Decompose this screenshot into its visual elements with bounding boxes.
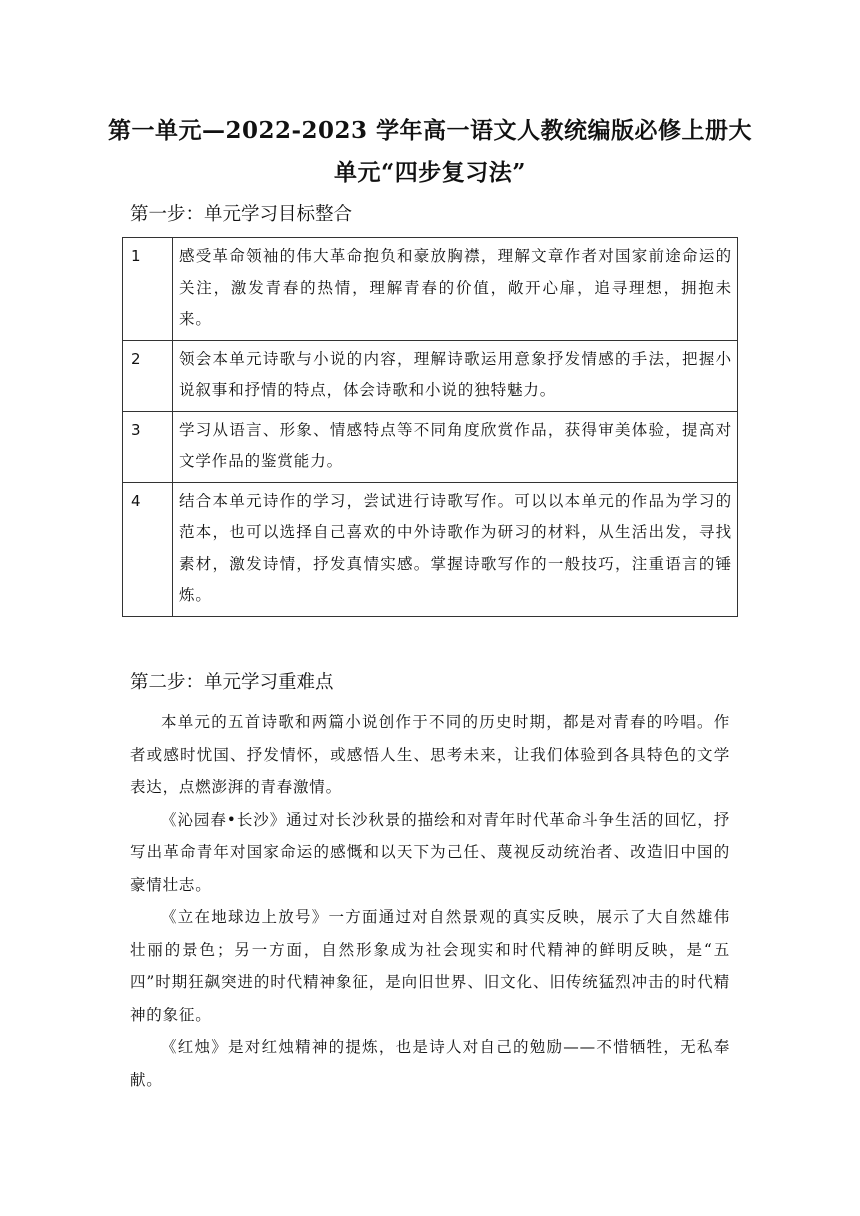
document-title-line-2: 单元“四步复习法” xyxy=(334,159,526,186)
goals-table xyxy=(122,237,738,617)
step1-heading: 第一步：单元学习目标整合 xyxy=(130,204,353,225)
body-paragraph: 本单元的五首诗歌和两篇小说创作于不同的历史时期，都是对青春的吟唱。作者或感时忧国、抒发情怀，或感悟人生、思考未来，让我们体验到各具特色的文学表达，点燃澎湃的青春激情。 xyxy=(130,713,730,796)
goal-text: 感受革命领袖的伟大革命抱负和豪放胸襟，理解文章作者对国家前途命运的关注，激发青春的热情，理解青春的价值，敞开心扉，追寻理想，拥抱未来。 xyxy=(173,238,738,341)
step2-heading: 第二步：单元学习重难点 xyxy=(130,672,334,693)
goal-number: 4 xyxy=(123,482,173,616)
body-paragraph: 《立在地球边上放号》一方面通过对自然景观的真实反映，展示了大自然雄伟壮丽的景色；另一方面，自然形象成为社会现实和时代精神的鲜明反映，是“五四”时期狂飙突进的时代精神象征，是向旧世界、旧文化、旧传统猛烈冲击的时代精神的象征。 xyxy=(130,908,730,1024)
document-title-line-1: 第一单元—2022-2023 学年高一语文人教统编版必修上册大 xyxy=(107,117,753,144)
table-row xyxy=(123,340,738,411)
goal-number: 3 xyxy=(123,411,173,482)
goal-text: 领会本单元诗歌与小说的内容，理解诗歌运用意象抒发情感的手法，把握小说叙事和抒情的特点，体会诗歌和小说的独特魅力。 xyxy=(173,340,738,411)
table-row xyxy=(123,238,738,341)
table-row xyxy=(123,482,738,616)
goal-number: 1 xyxy=(123,238,173,341)
goal-number: 2 xyxy=(123,340,173,411)
body-paragraph: 《红烛》是对红烛精神的提炼，也是诗人对自己的勉励——不惜牺牲，无私奉献。 xyxy=(130,1038,730,1089)
goal-text: 结合本单元诗作的学习，尝试进行诗歌写作。可以以本单元的作品为学习的范本，也可以选择自己喜欢的中外诗歌作为研习的材料，从生活出发，寻找素材，激发诗情，抒发真情实感。掌握诗歌写作的一般技巧，注重语言的锤炼。 xyxy=(173,482,738,616)
step2-body xyxy=(130,706,730,1096)
table-row xyxy=(123,411,738,482)
goal-text: 学习从语言、形象、情感特点等不同角度欣赏作品，获得审美体验，提高对文学作品的鉴赏能力。 xyxy=(173,411,738,482)
body-paragraph: 《沁园春•长沙》通过对长沙秋景的描绘和对青年时代革命斗争生活的回忆，抒写出革命青年对国家命运的感慨和以天下为己任、蔑视反动统治者、改造旧中国的豪情壮志。 xyxy=(130,810,730,894)
